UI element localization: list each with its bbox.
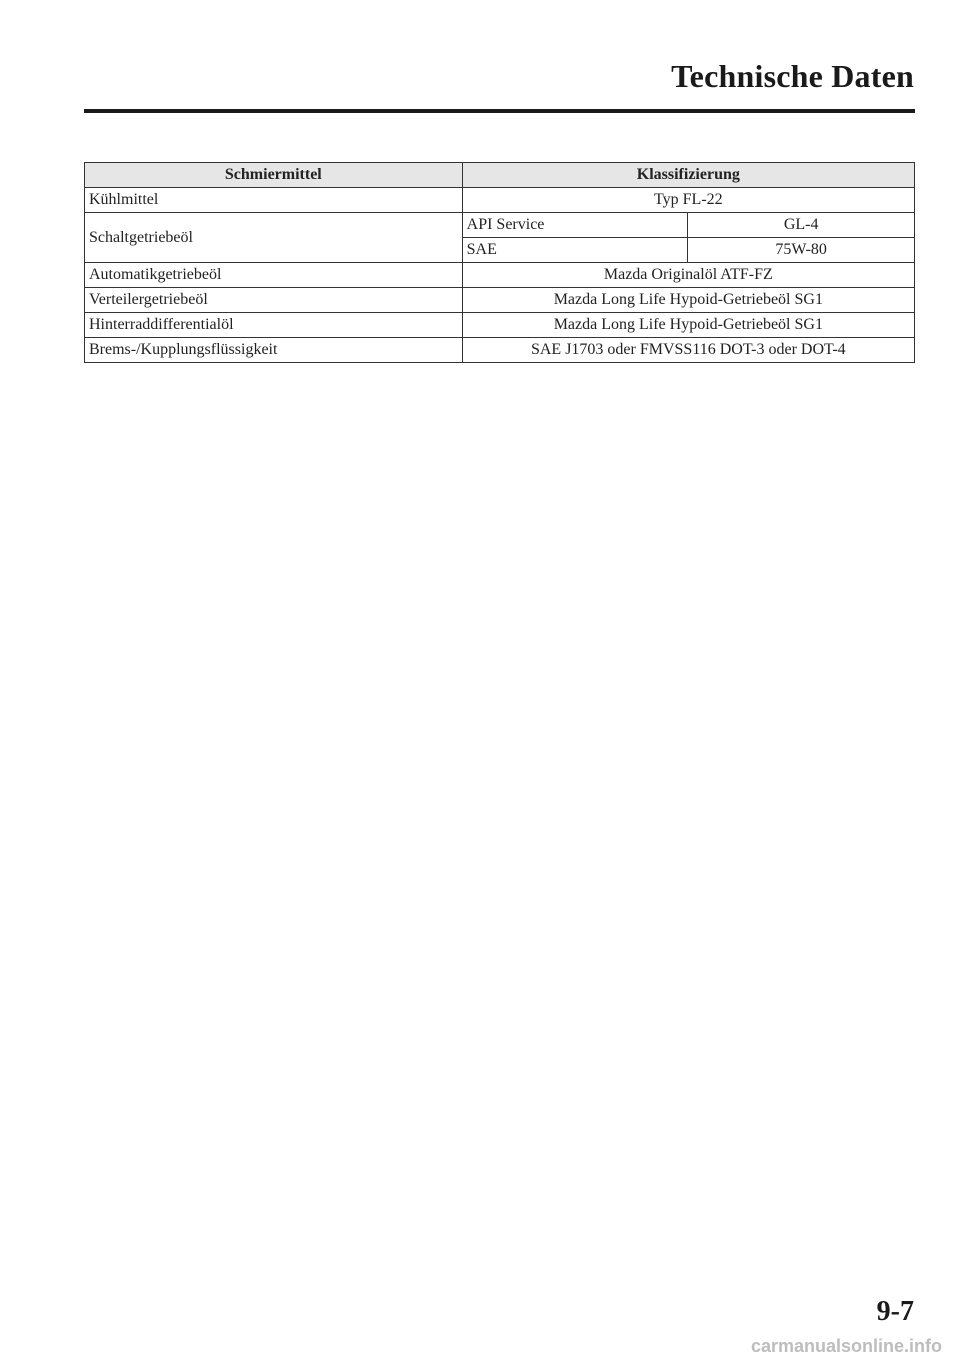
table-row [85,313,915,338]
lubricant-name: Kühlmittel [85,188,463,213]
classification-value: Mazda Long Life Hypoid-Getriebeöl SG1 [462,288,914,313]
column-header-classification: Klassifizierung [462,163,914,188]
classification-value: Typ FL-22 [462,188,914,213]
lubricant-name: Verteilergetriebeöl [85,288,463,313]
table-row [85,338,915,363]
classification-value: 75W-80 [688,238,915,263]
lubricant-name: Automatikgetriebeöl [85,263,463,288]
table-row [85,213,915,238]
classification-value: Mazda Long Life Hypoid-Getriebeöl SG1 [462,313,914,338]
table-row [85,288,915,313]
classification-value: Mazda Originalöl ATF-FZ [462,263,914,288]
classification-value: SAE J1703 oder FMVSS116 DOT-3 oder DOT-4 [462,338,914,363]
title-rule [84,109,915,113]
table-row [85,263,915,288]
watermark: carmanualsonline.info [750,1336,942,1356]
lubricant-table [84,162,915,363]
column-header-lubricant: Schmiermittel [85,163,463,188]
table-row [85,188,915,213]
lubricant-name: Brems-/Kupplungsflüssigkeit [85,338,463,363]
table-header-row [85,163,915,188]
classification-label: API Service [462,213,688,238]
page-number: 9-7 [876,1296,914,1327]
lubricant-name: Hinterraddifferentialöl [85,313,463,338]
lubricant-name: Schaltgetriebeöl [85,213,463,263]
classification-value: GL-4 [688,213,915,238]
page-title: Technische Daten [671,58,914,94]
classification-label: SAE [462,238,688,263]
